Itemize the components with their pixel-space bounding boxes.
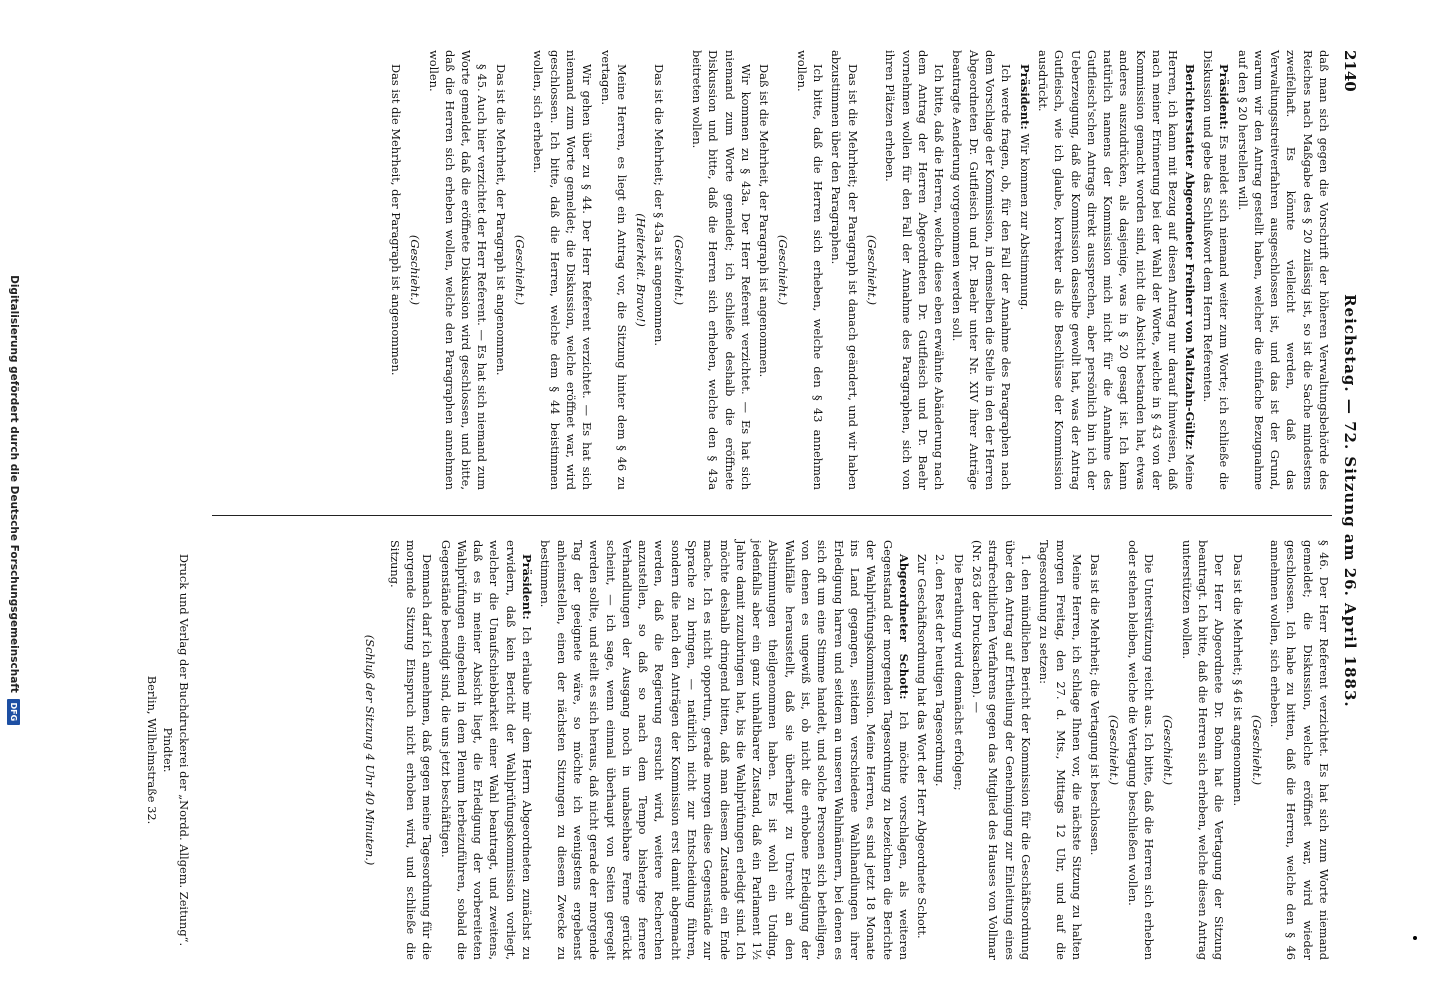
paragraph (530, 50, 595, 490)
paragraph (914, 540, 930, 960)
paragraph (932, 540, 948, 960)
stage-direction: (Geschieht.) (1107, 714, 1122, 786)
paragraph-text: 1. den mündlichen Bericht der Kommission für die Geschäftsordnung über den Antrag auf Ertheilung der Genehmigung zur Einleitung eines strafrechtlichen Verfahrens gegen das Mitglied des Hauses von Vollmar (Nr. 263 der Drucksachen). — (970, 540, 1033, 960)
paragraph (882, 50, 947, 490)
column-divider (212, 515, 1332, 516)
page-title: Reichstag. — 72. Sitzung am 26. April 1883. (1341, 294, 1359, 708)
paragraph (949, 50, 1014, 490)
paragraph (1016, 50, 1032, 490)
paragraph-text: Das ist die Mehrheit; die Vertagung ist beschlossen. (1088, 554, 1103, 856)
printer-imprint (144, 540, 192, 960)
paragraph-text: Meine Herren, ich schlage Ihnen vor, die nächste Sitzung zu halten morgen Freitag, den 27. d. Mts., Mittags 12 Uhr, und auf die Tagesordnung zu setzen: (1037, 540, 1084, 960)
stage-direction: (Geschieht.) (513, 234, 528, 306)
text-column-right (360, 540, 1332, 960)
paragraph-text: Das ist die Mehrheit; § 46 ist angenommen. (1230, 554, 1245, 807)
running-header (1338, 50, 1362, 950)
dfg-logo: DFG (8, 699, 21, 725)
imprint-line: Berlin, Wilhelmstraße 32. (145, 675, 159, 825)
paragraph-text: 2. den Rest der heutigen Tagesordnung. (933, 554, 948, 787)
paragraph-text: Demnach darf ich annehmen, daß gegen meine Tagesordnung für die morgende Sitzung Einspruch nicht erhoben wird, und schließe die Sitzung. (387, 540, 435, 960)
paragraph (386, 540, 435, 960)
paragraph (1229, 540, 1245, 960)
paragraph-text: Das ist die Mehrheit, der Paragraph ist angenommen. (493, 64, 508, 376)
paragraph (969, 540, 1034, 960)
paragraph-text: Zur Geschäftsordnung hat das Wort der Herr Abgeordnete Schott. (915, 554, 930, 939)
paragraph (492, 50, 508, 490)
paragraph-text: Die Berathung wird demnächst erfolgen; (951, 554, 966, 791)
stage-direction: (Geschieht.) (1249, 714, 1264, 786)
paragraph-text: Ich werde fragen, ob, für den Fall der Annahme des Paragraphen nach dem Vorschlage der Kommission, in demselben die Stelle in den der Herren Abgeordneten Dr. Gutfleisch und Dr. Baehr unter Nr. XIV ihrer Anträge beantragte Aenderung vorgenommen werden soll. (950, 50, 1014, 490)
paragraph (597, 50, 630, 490)
paragraph-text: Der Herr Abgeordnete Dr. Bohm hat die Vertagung der Sitzung beantragt. Ich bitte, daß die Herren sich erheben, welche diesen Antrag unterstützen wollen. (1179, 540, 1227, 960)
page-number: 2140 (1341, 50, 1359, 92)
paragraph (1200, 50, 1233, 490)
paragraph (1035, 50, 1198, 490)
paragraph-text: Meine Herren, ich kann mit Bezug auf diesen Antrag nur darauf hinweisen, daß nach meiner Erinnerung bei der Wahl der Worte, welche in § 43 von der Kommission gemacht worden sind, nicht die Absicht bestanden hat, etwas anderes auszudrücken, als dasjenige, was in § 20 gesagt ist. Ich kann natürlich namens der Kommission mich nicht für die Annahme des Gutfleisch'schen Antrags direkt aussprechen, aber persönlich bin ich der Ueberzeugung, daß die Kommission dasselbe gewollt hat, was der Antrag Gutfleisch, wie ich glaube, korrekter als die Beschlüsse der Kommission ausdrückt. (1035, 50, 1197, 490)
paragraph-text: Es meldet sich niemand weiter zum Worte; ich schließe die Diskussion und gebe das Schlußwort dem Herrn Referenten. (1200, 50, 1232, 490)
paragraph-text: Ich bitte, daß die Herren, welche diese eben erwähnte Abänderung nach dem Antrag der Herren Abgeordneten Dr. Gutfleisch und Dr. Baehr vornehmen wollen für den Fall der Annahme des Paragraphen, sich von ihren Plätzen erheben. (883, 50, 947, 490)
paragraph-text: Wir kommen zu § 43a. Der Herr Referent verzichtet. — Es hat sich niemand zum Worte gemeldet; ich schließe deshalb die eröffnete Diskussion und bitte, daß die Herren sich erheben, welche den § 43a beitreten wollen. (690, 50, 753, 490)
stage-direction: (Geschieht.) (671, 234, 686, 306)
paragraph-text: Die Unterstützung reicht aus. Ich bitte, daß die Herren sich erheben oder stehen bleiben, welche die Vertagung beschließen wollen. (1125, 540, 1157, 960)
paragraph (388, 50, 404, 490)
paragraph (1178, 540, 1227, 960)
paragraph (756, 50, 772, 490)
paragraph (828, 50, 861, 490)
paragraph-text: Ich bitte, daß die Herren sich erheben, welche den § 43 annehmen wollen. (794, 50, 826, 490)
paragraph (437, 540, 535, 960)
digitization-footer (4, 0, 24, 1000)
paragraph-text: Wir gehen über zu § 44. Der Herr Referent verzichtet. — Es hat sich niemand zum Worte gemeldet; die Diskussion, welche eröffnet war, wird geschlossen. Ich bitte, daß die Herren, welche dem § 44 beistimmen wollen, sich erheben. (531, 50, 595, 490)
speaker-name: Abgeordneter Schott: (896, 554, 911, 712)
paragraph-text: Ich möchte vorschlagen, als weiteren Gegenstand der morgenden Tagesordnung zu bezeichnen die Berichte der Wahlprüfungskommission. Meine Herren, es sind jetzt 18 Monate ins Land gegangen, seitdem verschiedene Wahlhandlungen ihrer Erledigung harren und seitdem an unseren Wahlmännern, bei denen es sich oft um eine Stimme handelt, und solche Personen sich betheiligen, von denen es ungewiß ist, ob nicht die erhobene Erledigung der Wahlfälle herausstellt, daß sie überhaupt zu Unrecht an den Abstimmungen theilgenommen haben. Es ist wohl ein Unding, jedenfalls aber ein ganz unhaltbarer Zustand, daß ein Parlament 1½ Jahre damit zuzubringen hat, bis die Wahlprüfungen erledigt sind. Ich möchte deshalb dringend bitten, daß man diesem Zustande ein Ende mache. Ich es nicht opportun, gerade morgen diese Gegenstände zur Sprache zu bringen, — natürlich nicht zur Entscheidung führen, sondern die nach den Anträgen der Kommission erst damit abgemacht werden, daß die Regierung ersucht wird, weitere Recherchen anzustellen, so daß so nach dem Tempo bisherige fernere Verhandlungen der Ausgang noch in unabsehbare Ferne gerückt scheint, — ich sage, wenn einmal überhaupt von Seiten geregelt werden sollte, und stellt es sich heraus, daß nicht gerade der morgende Tag der geeignete wäre, so möchte ich wenigstens ergebenst anheimstellen, einen der nächsten Sitzungen zu diesem Zwecke zu bestimmen. (538, 540, 911, 960)
paragraph-text: Meine Herren, es liegt ein Antrag vor, die Sitzung hinter dem § 46 zu vertagen. (598, 50, 629, 490)
footer-text: Digitalisierung gefördert durch die Deutsche Forschungsgemeinschaft (8, 275, 20, 693)
paragraph-text: Wir kommen zur Abstimmung. (1017, 133, 1032, 311)
stage-direction: (Geschieht.) (1161, 714, 1176, 786)
paragraph (1036, 540, 1085, 960)
paragraph-text: Das ist die Mehrheit; der § 43a ist angenommen. (652, 64, 667, 346)
paragraph (1267, 540, 1332, 960)
stage-direction: (Geschieht.) (408, 234, 423, 306)
speaker-name: Präsident: (520, 554, 535, 627)
paragraph-text: Das ist die Mehrheit; der Paragraph ist danach geändert, und wir haben abzustimmen über den Paragraphen. (829, 50, 860, 490)
paragraph-text: Das ist die Mehrheit, der Paragraph ist angenommen. (388, 64, 403, 376)
paragraph (1234, 50, 1332, 490)
paragraph (651, 50, 667, 490)
speaker-name: Präsident: (1017, 64, 1032, 134)
scan-speck (1413, 936, 1417, 940)
paragraph (425, 50, 490, 490)
paragraph (689, 50, 754, 490)
speaker-name: Präsident: (1217, 64, 1232, 136)
stage-direction: (Geschieht.) (864, 234, 879, 306)
paragraph-text: Daß ist die Mehrheit, der Paragraph ist angenommen. (757, 64, 772, 378)
paragraph (794, 50, 827, 490)
paragraph-text: daß man sich gegen die Vorschrift der höheren Verwaltungsbehörde des Reiches nach Maßgabe des § 20 zulässig ist, so ist die Sache mindestens zweifelhaft. Es könnte vielleicht werden, daß das Verwaltungsstreitverfahren ausgeschlossen ist, und das ist der Grund, warum wir den Antrag gestellt haben, welcher die einfache Bezugnahme auf den § 20 herstellen will. (1235, 50, 1331, 490)
paragraph (1087, 540, 1103, 960)
stage-direction: (Geschieht.) (776, 234, 791, 306)
stage-direction: (Heiterkeit. Bravo!) (634, 213, 649, 327)
paragraph (537, 540, 912, 960)
speaker-name: Berichterstatter Abgeordneter Freiherr von Maltzahn-Gültz: (1182, 64, 1197, 454)
text-column-left (386, 50, 1332, 490)
paragraph-text: § 46. Der Herr Referent verzichtet. Es hat sich zum Worte niemand gemeldet; die Diskussion, welche eröffnet war, wird wieder geschlossen. Ich habe zu bitten, daß die Herren, welche den § 46 annehmen wollen, sich erheben. (1268, 540, 1331, 960)
paragraph (1124, 540, 1157, 960)
imprint-line: Druck und Verlag der Buchdruckerei der „Nordd. Allgem. Zeitung“. Pindter. (161, 553, 191, 947)
paragraph (950, 540, 966, 960)
session-close-note: (Schluß der Sitzung 4 Uhr 40 Minuten.) (363, 634, 378, 866)
paragraph-text: § 45. Auch hier verzichtet der Herr Referent. — Es hat sich niemand zum Worte gemeldet, daß die eröffnete Diskussion wird geschlossen, und bitte, daß die Herren sich erheben wollen, welche den Paragraphen annehmen wollen. (426, 50, 490, 490)
paragraph-text: Ich erlaube mir dem Herrn Abgeordneten zunächst zu erwidern, daß kein Bericht der Wahlprüfungskommission vorliegt, welcher die Unaufschiebbarkeit einer Wahl beantragt, und zweitens, daß es in meiner Absicht liegt, die Erledigung der vorbereiteten Wahlprüfungen eingehend in dem Plenum herbeizuführen, sobald die Gegenstände beendigt sind, die uns jetzt beschäftigen. (438, 540, 535, 960)
